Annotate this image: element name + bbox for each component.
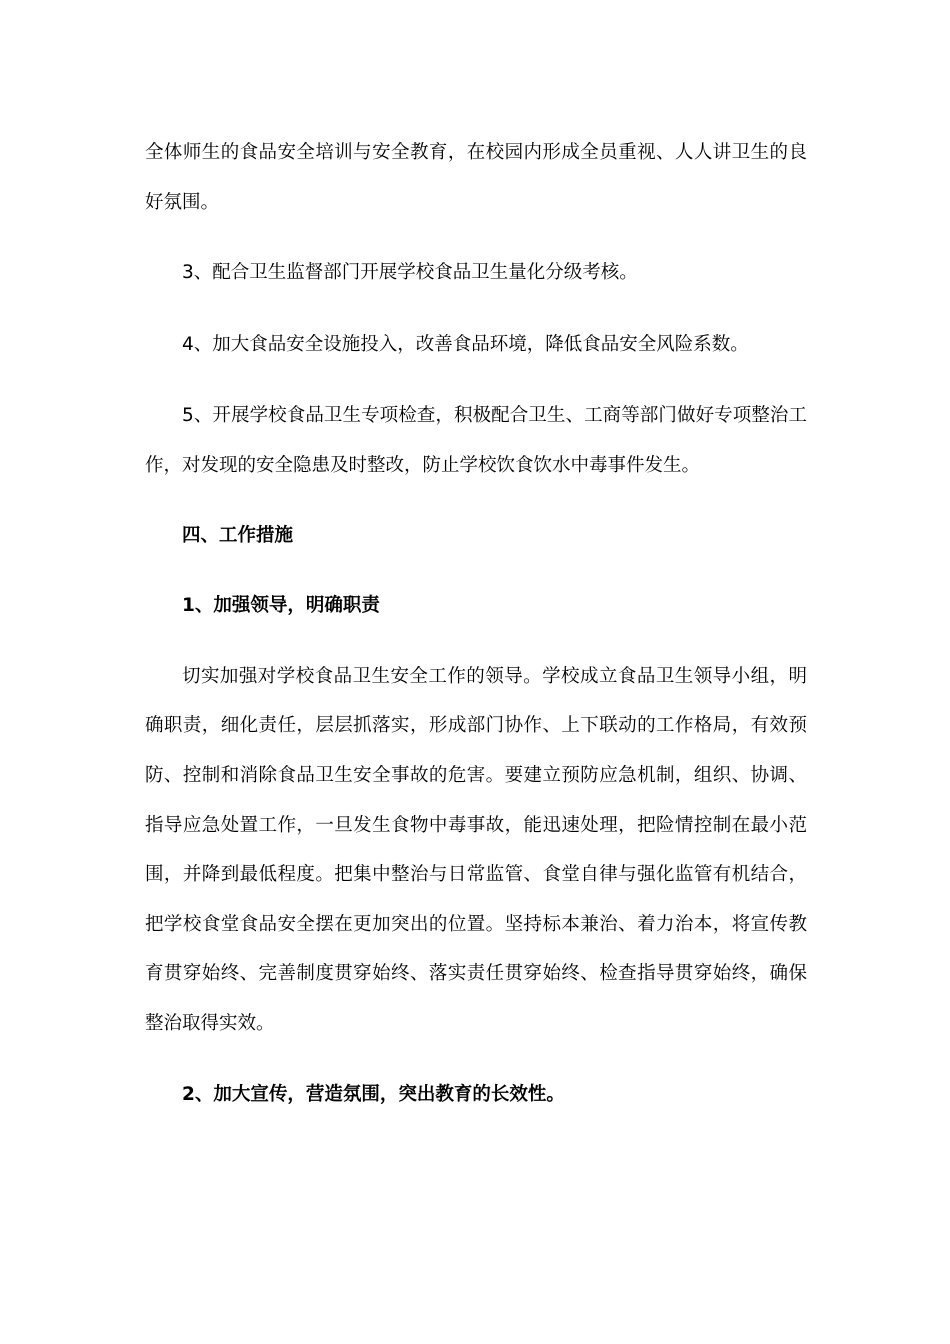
list-item-3: 3、配合卫生监督部门开展学校食品卫生量化分级考核。 xyxy=(182,262,638,284)
paragraph-leadership: 切实加强对学校食品卫生安全工作的领导。学校成立食品卫生领导小组，明确职责，细化责任，层层抓落实，形成部门协作、上下联动的工作格局，有效预防、控制和消除食品卫生安全事故的危害。要建立预防应急机制，组织、协调、指导应急处置工作，一旦发生食物中毒事故，能迅速处理，把险情控制在最小范围，并降到最低程度。把集中整治与日常监管、食堂自律与强化监管有机结合，把学校食堂食品安全摆在更加突出的位置。坚持标本兼治、着力治本，将宣传教育贯穿始终、完善制度贯穿始终、落实责任贯穿始终、检查指导贯穿始终，确保整治取得实效。 xyxy=(145,665,807,1034)
section-heading-work-measures: 四、工作措施 xyxy=(182,524,294,546)
list-item-5: 5、开展学校食品卫生专项检查，积极配合卫生、工商等部门做好专项整治工作，对发现的安全隐患及时整改，防止学校饮食饮水中毒事件发生。 xyxy=(145,405,807,476)
subheading-publicity: 2、加大宣传，营造氛围，突出教育的长效性。 xyxy=(182,1083,565,1105)
paragraph-continuation: 全体师生的食品安全培训与安全教育，在校园内形成全员重视、人人讲卫生的良好氛围。 xyxy=(145,142,807,213)
document-body xyxy=(145,128,807,1119)
list-item-4: 4、加大食品安全设施投入，改善食品环境，降低食品安全风险系数。 xyxy=(182,333,749,355)
subheading-leadership: 1、加强领导，明确职责 xyxy=(182,595,380,617)
